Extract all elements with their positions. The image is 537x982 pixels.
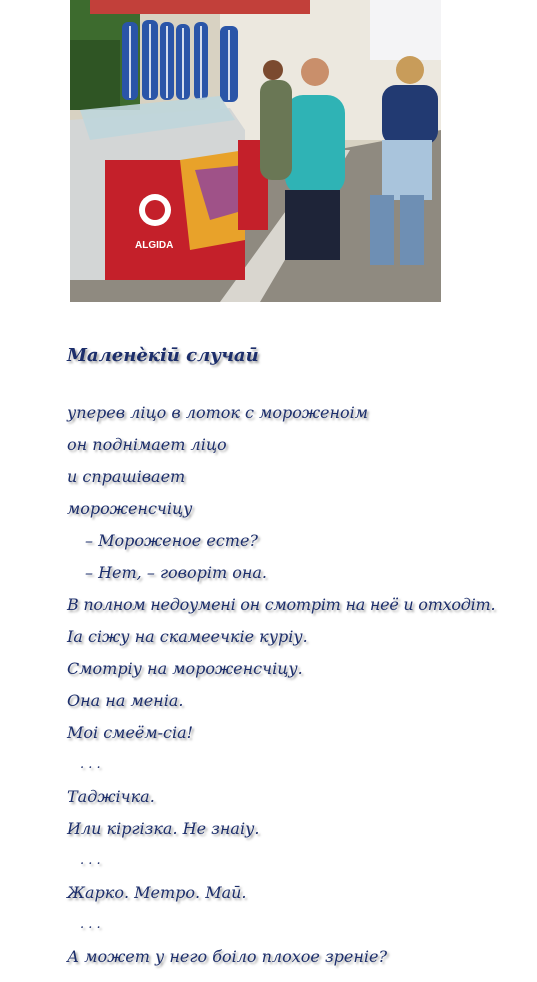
poem-ellipsis: . . .	[80, 917, 101, 932]
poem-title: Маленѐкіӣ случаӣ	[67, 345, 259, 366]
poem-line: Она на меніа.	[67, 691, 184, 710]
poem-line: Жарко. Метро. Маӣ.	[67, 883, 247, 902]
poem-line: Моі смеём-сіа!	[67, 723, 194, 742]
freezer-sign-text: ALGIDA	[135, 240, 174, 251]
poem-line: Таджічка.	[67, 787, 155, 806]
poem-line: Или кіргізка. Не знаіу.	[67, 819, 260, 838]
poem	[67, 341, 537, 973]
photo-illustration	[70, 0, 441, 302]
poem-ellipsis: . . .	[80, 757, 101, 772]
poem-line: Смотріу на мороженсчіцу.	[67, 659, 303, 678]
poem-dialogue-line: – Мороженое есте?	[85, 531, 259, 550]
poem-line: Іа сіжу на скамеечкіе куріу.	[67, 627, 308, 646]
poem-line: и спрашівает	[67, 467, 186, 486]
poem-line: уперев ліцо в лоток с мороженоім	[67, 403, 369, 422]
poem-line: А может у него боіло плохое зреніе?	[67, 947, 388, 966]
poem-dialogue-line: – Нет, – говоріт она.	[85, 563, 268, 582]
poem-line: мороженсчіцу	[67, 499, 193, 518]
poem-line: он поднімает ліцо	[67, 435, 227, 454]
poem-ellipsis: . . .	[80, 853, 101, 868]
street-ice-cream-photo	[70, 0, 441, 302]
poem-line: В полном недоумені он смотріт на неё и отходіт.	[67, 595, 496, 614]
